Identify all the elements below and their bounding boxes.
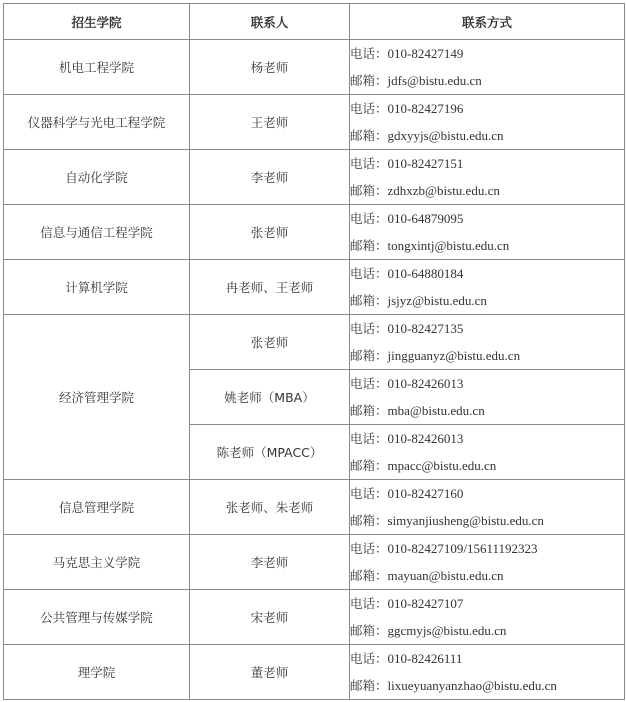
table-row — [4, 480, 625, 535]
phone-label: 电话： — [350, 321, 388, 336]
phone-label: 电话： — [350, 266, 388, 281]
college-name: 机电工程学院 — [4, 40, 190, 95]
contact-person: 张老师 — [190, 315, 350, 370]
phone-label: 电话： — [350, 156, 388, 171]
email-line — [350, 397, 624, 424]
phone-line — [350, 425, 624, 452]
phone-value: 010-82427107 — [387, 596, 464, 611]
email-link[interactable]: ggcmyjs@bistu.edu.cn — [387, 623, 507, 638]
phone-label: 电话： — [350, 376, 388, 391]
phone-value: 010-82427135 — [387, 321, 464, 336]
table-row — [4, 315, 625, 370]
phone-line — [350, 535, 624, 562]
contact-person: 姚老师（MBA） — [190, 370, 350, 425]
college-name: 信息管理学院 — [4, 480, 190, 535]
phone-value: 010-82427160 — [387, 486, 464, 501]
phone-label: 电话： — [350, 541, 388, 556]
email-line — [350, 232, 624, 259]
phone-value: 010-64880184 — [387, 266, 464, 281]
table-row — [4, 260, 625, 315]
phone-label: 电话： — [350, 486, 388, 501]
phone-line — [350, 40, 624, 67]
phone-line — [350, 480, 624, 507]
contact-method — [350, 205, 625, 260]
contact-method — [350, 645, 625, 700]
table-row — [4, 95, 625, 150]
header-contact-person: 联系人 — [190, 4, 350, 40]
phone-line — [350, 205, 624, 232]
email-link[interactable]: jdfs@bistu.edu.cn — [387, 73, 482, 88]
contact-method — [350, 425, 625, 480]
email-label: 邮箱： — [350, 678, 388, 693]
college-name: 经济管理学院 — [4, 315, 190, 480]
contact-person: 王老师 — [190, 95, 350, 150]
contact-method — [350, 95, 625, 150]
email-label: 邮箱： — [350, 73, 388, 88]
contact-method — [350, 590, 625, 645]
header-college: 招生学院 — [4, 4, 190, 40]
table-body — [4, 40, 625, 700]
email-line — [350, 67, 624, 94]
email-label: 邮箱： — [350, 348, 388, 363]
email-line — [350, 177, 624, 204]
contact-person: 李老师 — [190, 150, 350, 205]
email-link[interactable]: simyanjiusheng@bistu.edu.cn — [387, 513, 544, 528]
phone-label: 电话： — [350, 431, 388, 446]
college-name: 信息与通信工程学院 — [4, 205, 190, 260]
email-link[interactable]: zdhxzb@bistu.edu.cn — [387, 183, 500, 198]
email-link[interactable]: tongxintj@bistu.edu.cn — [387, 238, 510, 253]
contact-person: 冉老师、王老师 — [190, 260, 350, 315]
admissions-contact-table — [3, 3, 625, 700]
table-row — [4, 645, 625, 700]
email-link[interactable]: mayuan@bistu.edu.cn — [387, 568, 504, 583]
contact-person: 杨老师 — [190, 40, 350, 95]
phone-line — [350, 645, 624, 672]
table-row — [4, 150, 625, 205]
phone-value: 010-82426111 — [387, 651, 463, 666]
email-link[interactable]: lixueyuanyanzhao@bistu.edu.cn — [387, 678, 557, 693]
phone-value: 010-82427151 — [387, 156, 464, 171]
phone-value: 010-82426013 — [387, 431, 464, 446]
contact-person: 李老师 — [190, 535, 350, 590]
email-label: 邮箱： — [350, 238, 388, 253]
header-contact-method: 联系方式 — [350, 4, 625, 40]
email-label: 邮箱： — [350, 183, 388, 198]
college-name: 理学院 — [4, 645, 190, 700]
email-link[interactable]: mba@bistu.edu.cn — [387, 403, 485, 418]
email-link[interactable]: jingguanyz@bistu.edu.cn — [387, 348, 521, 363]
email-link[interactable]: gdxyyjs@bistu.edu.cn — [387, 128, 504, 143]
phone-label: 电话： — [350, 211, 388, 226]
phone-value: 010-82426013 — [387, 376, 464, 391]
contact-method — [350, 315, 625, 370]
phone-line — [350, 150, 624, 177]
phone-label: 电话： — [350, 101, 388, 116]
contact-method — [350, 535, 625, 590]
contact-person: 宋老师 — [190, 590, 350, 645]
email-line — [350, 287, 624, 314]
contact-method — [350, 150, 625, 205]
phone-label: 电话： — [350, 596, 388, 611]
phone-value: 010-82427109/15611192323 — [387, 541, 538, 556]
college-name: 自动化学院 — [4, 150, 190, 205]
email-line — [350, 672, 624, 699]
email-line — [350, 122, 624, 149]
phone-label: 电话： — [350, 651, 388, 666]
phone-line — [350, 260, 624, 287]
email-label: 邮箱： — [350, 623, 388, 638]
contact-person: 张老师、朱老师 — [190, 480, 350, 535]
email-line — [350, 562, 624, 589]
college-name: 马克思主义学院 — [4, 535, 190, 590]
contact-person: 陈老师（MPACC） — [190, 425, 350, 480]
email-label: 邮箱： — [350, 403, 388, 418]
table-row — [4, 535, 625, 590]
table-header — [4, 4, 625, 40]
phone-value: 010-64879095 — [387, 211, 464, 226]
contact-method — [350, 40, 625, 95]
email-label: 邮箱： — [350, 128, 388, 143]
college-name: 仪器科学与光电工程学院 — [4, 95, 190, 150]
table-row — [4, 40, 625, 95]
header-row — [4, 4, 625, 40]
email-link[interactable]: jsjyz@bistu.edu.cn — [387, 293, 487, 308]
email-label: 邮箱： — [350, 568, 388, 583]
contact-method — [350, 480, 625, 535]
phone-line — [350, 590, 624, 617]
email-line — [350, 342, 624, 369]
email-link[interactable]: mpacc@bistu.edu.cn — [387, 458, 497, 473]
college-name: 公共管理与传媒学院 — [4, 590, 190, 645]
phone-line — [350, 95, 624, 122]
contact-person: 董老师 — [190, 645, 350, 700]
contact-method — [350, 260, 625, 315]
email-line — [350, 507, 624, 534]
contact-person: 张老师 — [190, 205, 350, 260]
phone-value: 010-82427149 — [387, 46, 464, 61]
email-label: 邮箱： — [350, 293, 388, 308]
college-name: 计算机学院 — [4, 260, 190, 315]
email-label: 邮箱： — [350, 458, 388, 473]
phone-label: 电话： — [350, 46, 388, 61]
phone-line — [350, 315, 624, 342]
email-line — [350, 617, 624, 644]
table-row — [4, 590, 625, 645]
email-line — [350, 452, 624, 479]
phone-line — [350, 370, 624, 397]
table-row — [4, 205, 625, 260]
email-label: 邮箱： — [350, 513, 388, 528]
contact-method — [350, 370, 625, 425]
phone-value: 010-82427196 — [387, 101, 464, 116]
